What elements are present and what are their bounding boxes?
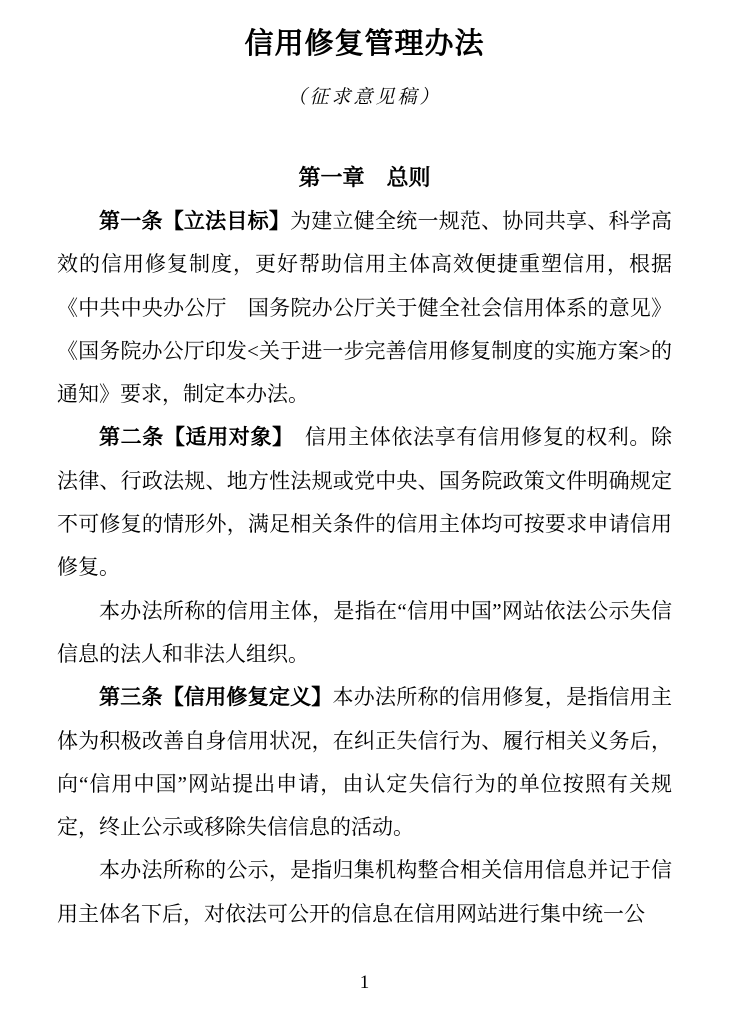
chapter-heading: 第一章 总则 [298, 165, 431, 190]
paragraph-text: 为建立健全统一规范、协同共享、科学高效的信用修复制度，更好帮助信用主体高效便捷重塑信用，根据《中共中央办公厅 国务院办公厅关于健全社会信用体系的意见》《国务院办公厅印发<关于进一步完善信用修复制度的实施方案>的通知》要求，制定本办法。 [57, 209, 672, 407]
paragraph-lead: 第三条【信用修复定义】 [99, 686, 333, 710]
page-number: 1 [359, 972, 370, 993]
document-body [57, 200, 672, 936]
paragraph-lead: 第二条【适用对象】 [99, 426, 284, 450]
paragraph-publicity-definition [57, 849, 672, 936]
paragraph-lead: 第一条【立法目标】 [99, 210, 291, 233]
paragraph-text: 本办法所称的信用修复，是指信用主体为积极改善自身信用状况，在纠正失信行为、履行相关义务后，向“信用中国”网站提出申请，由认定失信行为的单位按照有关规定，终止公示或移除失信信息的活动。 [57, 685, 673, 840]
document-subtitle: （征求意见稿） [287, 87, 442, 108]
paragraph-text: 本办法所称的公示，是指归集机构整合相关信用信息并记于信用主体名下后，对依法可公开的信息在信用网站进行集中统一公 [57, 858, 672, 926]
paragraph-article-3 [57, 676, 672, 849]
paragraph-article-2 [57, 416, 672, 589]
paragraph-text: 信用主体依法享有信用修复的权利。除法律、行政法规、地方性法规或党中央、国务院政策文件明确规定不可修复的情形外，满足相关条件的信用主体均可按要求申请信用修复。 [57, 425, 673, 580]
document-title: 信用修复管理办法 [244, 28, 485, 60]
paragraph-article-1 [57, 200, 672, 416]
paragraph-credit-subject-definition [57, 590, 672, 677]
paragraph-text: 本办法所称的信用主体，是指在“信用中国”网站依法公示失信信息的法人和非法人组织。 [57, 598, 672, 666]
